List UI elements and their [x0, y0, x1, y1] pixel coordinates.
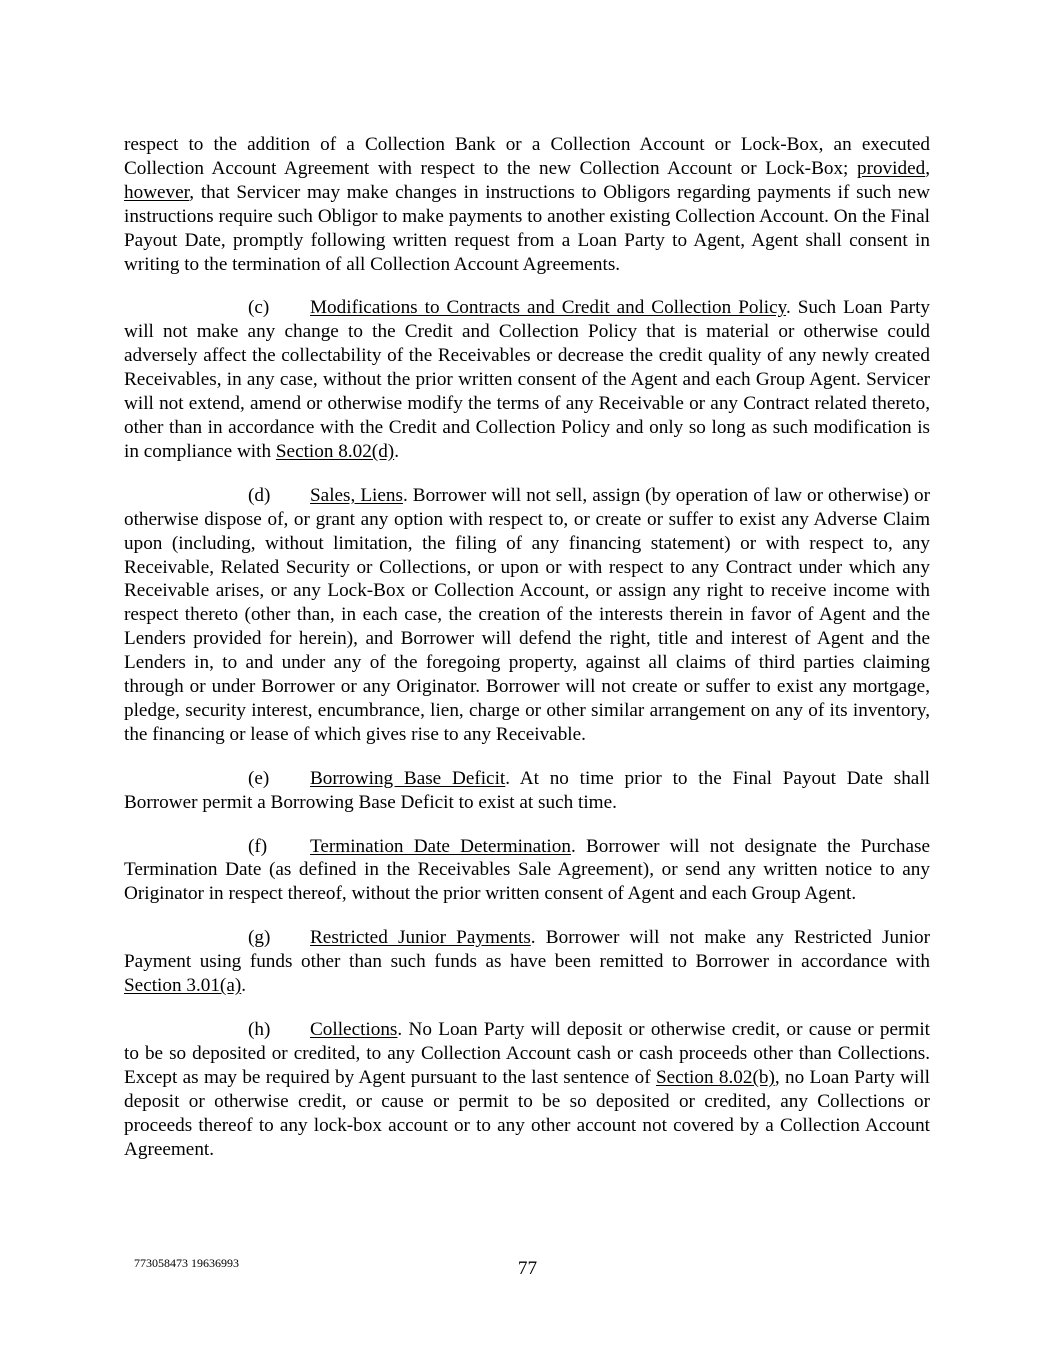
clause-heading: Modifications to Contracts and Credit and Collection Policy — [310, 297, 786, 319]
paragraph-b-continued — [124, 133, 930, 276]
paragraph-c — [124, 296, 930, 463]
paragraph-text: . At no time prior to the Final Payout Date shall Borrower permit a Borrowing Base Deficit to exist at such time. — [124, 767, 930, 813]
paragraph-text: . — [241, 975, 247, 997]
paragraph-e — [124, 767, 930, 815]
clause-heading: Sales, Liens — [310, 484, 403, 506]
paragraph-text: . Borrower will not make any Restricted Junior Payment using funds other than such funds as have been remitted to Borrower in accordance with — [124, 927, 930, 973]
paragraph-text: respect to the addition of a Collection Bank or a Collection Account or Lock-Box, an executed Collection Account Agreement with respect to the new Collection Account or Lock-Box; — [124, 134, 930, 179]
paragraph-text: . — [394, 440, 399, 462]
paragraph-h — [124, 1018, 930, 1161]
section-reference: Section 8.02(b) — [655, 1066, 775, 1088]
clause-label: (f) — [248, 835, 268, 857]
paragraph-text: , no Loan Party will deposit or otherwise credit, or cause or permit to be so deposited or credited, any Collections or proceeds thereof to any lock-box account or to any other account not covered by a Collection Account Agreement. — [124, 1066, 930, 1160]
clause-heading: Restricted Junior Payments — [310, 927, 531, 949]
clause-heading: Borrowing Base Deficit — [310, 767, 506, 789]
paragraph-text: , that Servicer may make changes in instructions to Obligors regarding payments if such new instructions require such Obligor to make payments to another existing Collection Account. On the Final Payout Date, promptly following written request from a Loan Party to Agent, Agent shall consent in writing to the termination of all Collection Account Agreements. — [124, 181, 930, 275]
emphasis-however: however — [124, 181, 190, 203]
footer-document-id: 773058473 19636993 — [134, 1256, 239, 1270]
clause-heading: Termination Date Determination — [310, 835, 571, 857]
clause-label: (d) — [248, 484, 271, 506]
clause-label: (e) — [248, 767, 270, 789]
emphasis-provided: provided — [856, 157, 926, 179]
paragraph-f — [124, 835, 930, 907]
section-reference: Section 3.01(a) — [124, 975, 242, 997]
document-body — [124, 133, 930, 1181]
paragraph-g — [124, 926, 930, 998]
section-reference: Section 8.02(d) — [275, 440, 395, 462]
paragraph-text: . No Loan Party will deposit or otherwise credit, or cause or permit to be so deposited or credited, to any Collection Account cash or cash proceeds other than Collections. Except as may be required by Agent pursuant to the last sentence of — [124, 1019, 930, 1088]
clause-label: (h) — [248, 1019, 271, 1040]
paragraph-text: . Borrower will not designate the Purchase Termination Date (as defined in the Receivables Sale Agreement), or send any written notice to any Originator in respect thereof, without the prior written consent of Agent and each Group Agent. — [124, 835, 931, 905]
paragraph-d — [124, 484, 930, 747]
clause-label: (c) — [248, 297, 270, 319]
paragraph-text: . Such Loan Party will not make any change to the Credit and Collection Policy that is material or otherwise could adversely affect the collectability of the Receivables or decrease the credit quality of any newly created Receivables, in any case, without the prior written consent of the Agent and each Group Agent. Servicer will not extend, amend or otherwise modify the terms of any Receivable or any Contract related thereto, other than in accordance with the Credit and Collection Policy and only so long as such modification is in compliance with — [124, 297, 930, 462]
paragraph-text: . Borrower will not sell, assign (by operation of law or otherwise) or otherwise dispose of, or grant any option with respect to, or create or suffer to exist any Adverse Claim upon (including, without limitation, the filing of any financing statement) or with respect to, any Receivable, Related Security or Collections, or upon or with respect to any Contract under which any Receivable arises, or any Lock-Box or Collection Account, or assign any right to receive income with respect thereto (other than, in each case, the creation of the interests therein in favor of Agent and the Lenders provided for herein), and Borrower will defend the right, title and interest of Agent and the Lenders in, to and under any of the foregoing property, against all claims of third parties claiming through or under Borrower or any Originator. Borrower will not create or suffer to exist any mortgage, pledge, security interest, encumbrance, lien, charge or other similar arrangement on any of its inventory, the financing or lease of which gives rise to any Receivable. — [124, 484, 930, 745]
clause-label: (g) — [248, 927, 271, 949]
page-number: 77 — [517, 1258, 538, 1279]
paragraph-text: , — [925, 157, 930, 179]
clause-heading: Collections — [310, 1019, 398, 1040]
